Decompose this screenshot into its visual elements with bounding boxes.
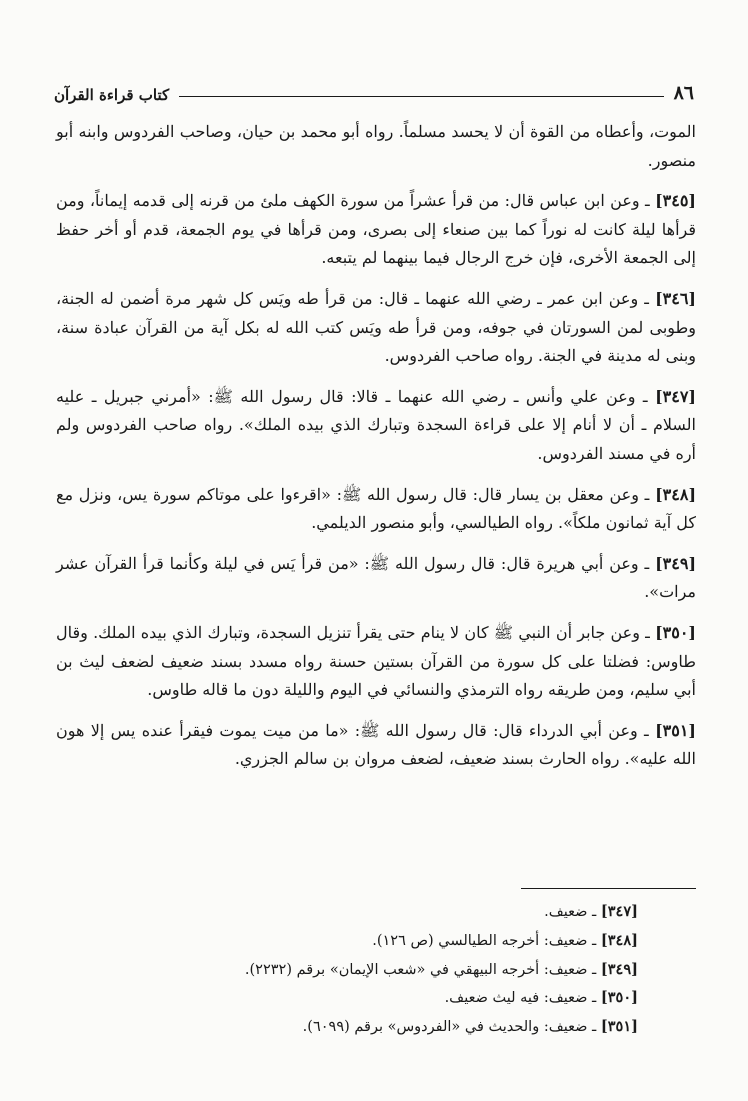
paragraph-continuation	[56, 118, 696, 175]
paragraph-text: ـ وعن معقل بن يسار قال: قال رسول الله ﷺ: «اقرءوا على موتاكم سورة يس، ونزل مع كل آية ثمانون ملكاً». رواه الطيالسي، وأبو منصور الديلمي.	[56, 484, 696, 533]
hadith-346	[56, 285, 696, 371]
hadith-number: [٣٤٥]	[655, 191, 696, 211]
footnote-number: [٣٥٠]	[600, 989, 638, 1007]
hadith-number: [٣٥٠]	[655, 622, 696, 642]
header-rule	[179, 96, 663, 97]
footnote-text: ـ ضعيف: أخرجه الطيالسي (ص ١٢٦).	[372, 932, 601, 949]
footnote-item	[56, 984, 638, 1013]
hadith-number: [٣٤٩]	[655, 553, 697, 573]
footnote-item	[56, 1013, 638, 1042]
hadith-348	[56, 481, 696, 538]
hadith-347	[56, 383, 696, 469]
footnote-number: [٣٤٧]	[600, 903, 638, 920]
footnote-divider	[521, 888, 696, 889]
book-title: كتاب قراءة القرآن	[54, 86, 170, 104]
paragraph-text: ـ وعن ابن عباس قال: من قرأ عشراً من سورة الكهف ملئ من قرنه إلى قدمه إيماناً، ومن قرأها ليلة كانت له نوراً كما بين صنعاء إلى بصرى، ومن قرأها في يوم الجمعة، قدم أو أخر حفظ إلى الجمعة الأخرى، فإن خرج الرجال فيما بينهما لم يتبعه.	[56, 191, 696, 268]
paragraph-text: ـ وعن أبي الدرداء قال: قال رسول الله ﷺ: «ما من ميت يموت فيقرأ عنده يس إلا هون الله عليه». رواه الحارث بسند ضعيف، لضعف مروان بن سالم الجزري.	[56, 720, 696, 769]
footnotes	[56, 890, 696, 1042]
footnote-text: ـ ضعيف: فيه ليث ضعيف.	[444, 990, 601, 1007]
page-number: ٨٦	[673, 82, 694, 104]
hadith-345	[56, 187, 696, 273]
paragraph-text: ـ وعن أبي هريرة قال: قال رسول الله ﷺ: «من قرأ يَس في ليلة وكأنما قرأ القرآن عشر مرات».	[56, 553, 696, 602]
footnote-text: ـ ضعيف: أخرجه البيهقي في «شعب الإيمان» برقم (٢٢٣٢).	[244, 961, 601, 978]
footnote-item	[56, 898, 638, 927]
main-text	[56, 118, 696, 786]
footnote-item	[56, 956, 638, 985]
hadith-number: [٣٤٧]	[655, 386, 696, 406]
paragraph-text: ـ وعن جابر أن النبي ﷺ كان لا ينام حتى يقرأ تنزيل السجدة، وتبارك الذي بيده الملك. وقال طاوس: فضلتا على كل سورة من القرآن بستين حسنة رواه مسدد بسند ضعيف لضعف ليث بن أبي سليم، ومن طريقه رواه الترمذي والنسائي في اليوم والليلة دون ما قاله طاوس.	[56, 622, 696, 700]
paragraph-text: ـ وعن ابن عمر ـ رضي الله عنهما ـ قال: من قرأ طه ويَس كل شهر مرة أضمن له الجنة، وطوبى لمن السورتان في جوفه، ومن قرأ طه ويَس كتب الله له بكل آية من القرآن عبادة سنة، وبنى له مدينة في الجنة. رواه صاحب الفردوس.	[56, 288, 696, 366]
footnote-number: [٣٤٨]	[600, 931, 638, 949]
hadith-351	[56, 717, 696, 774]
footnote-text: ـ ضعيف: والحديث في «الفردوس» برقم (٦٠٩٩).	[302, 1019, 601, 1036]
footnote-number: [٣٥١]	[600, 1018, 638, 1036]
hadith-number: [٣٤٨]	[655, 484, 697, 504]
footnote-item	[56, 927, 638, 956]
hadith-number: [٣٤٦]	[655, 288, 696, 308]
paragraph-text: الموت، وأعطاه من القوة أن لا يحسد مسلماً. رواه أبو محمد بن حيان، وصاحب الفردوس وابنه أبو منصور.	[56, 122, 696, 170]
running-header	[54, 76, 694, 104]
footnote-number: [٣٤٩]	[600, 960, 638, 978]
paragraph-text: ـ وعن علي وأنس ـ رضي الله عنهما ـ قالا: قال رسول الله ﷺ: «أمرني جبريل ـ عليه السلام ـ أن لا أنام إلا على قراءة السجدة وتبارك الذي بيده الملك». رواه صاحب الفردوس ولم أره في مسند الفردوس.	[56, 386, 696, 463]
hadith-350	[56, 619, 696, 705]
footnote-text: ـ ضعيف.	[544, 904, 601, 920]
hadith-349	[56, 550, 696, 607]
hadith-number: [٣٥١]	[655, 720, 696, 740]
